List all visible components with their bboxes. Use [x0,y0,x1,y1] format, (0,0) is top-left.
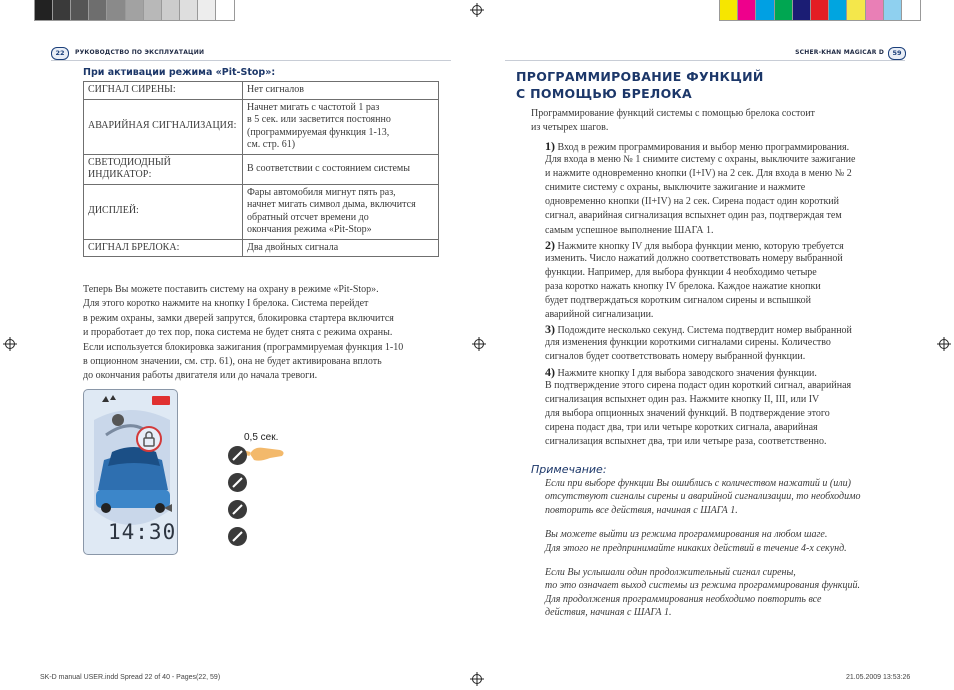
text-line: Нет сигналов [247,84,305,95]
step-line: самым успешное выполнение ШАГА 1. [545,224,714,236]
color-swatch [720,0,738,20]
color-swatch [884,0,902,20]
text-line: в опционном значении, см. стр. 61), она не будет активирована вплоть [83,355,382,367]
notes-block [545,477,861,631]
registration-mark-icon [3,337,17,351]
text-line: Если используется блокировка зажигания (программируемая функция 1-10 [83,341,404,353]
row-value [243,154,439,184]
page-number-right: 59 [888,47,906,60]
color-swatch [71,0,89,20]
text-line: Если при выборе функции Вы ошиблись с количеством нажатий и (или) [545,478,851,489]
text-line: Программирование функций системы с помощью брелока состоит [531,108,815,119]
row-value [243,239,439,257]
row-label [84,154,243,184]
row-value [243,184,439,239]
step-text: Нажмите кнопку I для выбора заводского значения функции. [557,367,817,379]
step-text: Нажмите кнопку IV для выбора функции меню, которую требуется [557,240,844,252]
registration-mark-icon [470,3,484,17]
lock-icon [136,426,162,452]
header-rule-left [51,60,451,61]
text-line: Два двойных сигнала [247,241,339,253]
row-value [243,82,439,100]
text-line: то это означает выход системы из режима программирования функций. [545,580,860,592]
steps-list [545,139,855,449]
page-title-line-2: С ПОМОЩЬЮ БРЕЛОКА [516,86,693,101]
step-number: 1) [545,139,555,153]
footer-file-info: SK-D manual USER.indd Spread 22 of 40 - Pages(22, 59) [40,674,221,681]
intro-paragraph [531,107,815,135]
note-paragraph [545,477,861,517]
step-number: 2) [545,237,555,252]
row-label [84,239,243,257]
keyfob-button-icon [228,446,247,465]
running-header-left: РУКОВОДСТВО ПО ЭКСПЛУАТАЦИИ [75,49,205,56]
step-line: изменить. Число нажатий должно соответствовать номеру выбранной [545,252,843,264]
text-line: Теперь Вы можете поставить систему на охрану в режиме «Pit-Stop». [83,284,379,295]
text-line: Если Вы услышали один продолжительный сигнал сирены, [545,566,796,578]
text-line: СИГНАЛ СИРЕНЫ: [88,84,176,95]
text-line: начнет мигать символ дыма, включится [247,199,416,210]
table-row [84,154,439,184]
step-number: 4) [545,364,555,379]
table-row [84,99,439,154]
row-label [84,82,243,100]
registration-mark-icon [937,337,951,351]
header-rule-right [505,60,905,61]
table-row [84,239,439,257]
color-swatch [793,0,811,20]
text-line: см. стр. 61) [247,139,296,150]
text-line: в 5 сек. или засветится постоянно [247,114,391,125]
text-line: Начнет мигать с частотой 1 раз [247,101,380,113]
keyfob-button-icon [228,500,247,519]
color-swatch [144,0,162,20]
text-line: и проработает до тех пор, пока система не будет снята с режима охраны. [83,327,393,339]
text-line: Фары автомобиля мигнут пять раз, [247,186,396,198]
step-number: 3) [545,322,555,337]
table-row [84,184,439,239]
section-title: При активации режима «Pit-Stop»: [83,67,276,78]
step-line: раза коротко нажать кнопку IV брелока. Каждое нажатие кнопки [545,280,821,292]
step-text: Подождите несколько секунд. Система подтвердит номер выбранной [557,325,852,337]
step-line [545,322,855,336]
text-line: Для продолжения программирования необходимо повторить все [545,593,822,605]
color-swatch [902,0,920,20]
color-swatch [53,0,71,20]
step-line: сигналов будет соответствовать номеру выбранной функции. [545,351,806,363]
text-line: АВАРИЙНАЯ СИГНАЛИЗАЦИЯ: [88,120,237,132]
color-swatch [775,0,793,20]
text-line: СИГНАЛ БРЕЛОКА: [88,241,180,253]
step-line: для изменения функции короткими сигналами сирены. Количество [545,337,831,349]
text-line: обратный отсчет времени до [247,211,369,223]
page-title-line-1: ПРОГРАММИРОВАНИЕ ФУНКЦИЙ [516,69,764,84]
footer-timestamp: 21.05.2009 13:53:26 [846,674,911,681]
text-line: Для этого не предпринимайте никаких действий в течение 4-х секунд. [545,542,847,554]
text-line: из четырех шагов. [531,122,609,134]
lcd-time: 14:30 [108,520,177,544]
step-line [545,365,855,379]
text-line: в режим охраны, замки дверей запрутся, блокировка стартера включится [83,312,394,324]
pit-stop-table [83,81,439,257]
keyfob-button-icon [228,527,247,546]
step-line [545,238,855,252]
color-swatch [216,0,234,20]
color-swatch [35,0,53,20]
text-line: окончания режима «Pit-Stop» [247,224,372,235]
color-swatch [866,0,884,20]
step-line: функции. Например, для выбора функции 4 необходимо четыре [545,266,817,278]
note-title: Примечание: [531,463,607,476]
pit-stop-paragraph [83,283,403,384]
color-swatch [811,0,829,20]
running-header-right: SCHER-KHAN MAGICAR D [795,49,884,56]
page-title [516,68,764,102]
color-swatch [180,0,198,20]
row-label [84,99,243,154]
text-line: Для этого коротко нажмите на кнопку I брелока. Система перейдет [83,298,369,310]
keyfob-lcd-display [83,389,178,555]
color-swatch [847,0,865,20]
text-line: Вы можете выйти из режима программирования на любом шаге. [545,529,828,541]
step-line: сигнал, аварийная сигнализация вспыхнет один раз, подтверждая тем [545,210,842,222]
step-line [545,139,855,153]
text-line: ИНДИКАТОР: [88,169,152,180]
step-line: и нажмите одновременно кнопки (I+IV) на 2 сек. Для входа в меню № 2 [545,168,852,180]
text-line: В соответствии с состоянием системы [247,162,410,174]
color-swatch [107,0,125,20]
text-line: ДИСПЛЕЙ: [88,205,139,217]
color-swatch [738,0,756,20]
color-swatch [126,0,144,20]
step-line: сирена подаст два, три или четыре коротких сигнала, аварийная [545,421,818,433]
color-swatch [89,0,107,20]
page-number-left: 22 [51,47,69,60]
color-swatch [198,0,216,20]
step-line: В подтверждение этого сирена подаст один короткий сигнал, аварийная [545,379,852,391]
text-line: действия, начиная с ШАГА 1. [545,607,672,619]
step-line: Для входа в меню № 1 снимите систему с охраны, выключите зажигание [545,154,856,166]
color-swatch [756,0,774,20]
step-line: одновременно кнопки (II+IV) на 2 сек. Сирена подаст один короткий [545,196,840,208]
color-swatch [162,0,180,20]
step-line: будет подтверждаться коротким сигналом сирены и вспышкой [545,295,811,307]
step-line: сигнализация вспыхнет один раз. Нажмите кнопку II, III, или IV [545,393,820,405]
text-line: СВЕТОДИОДНЫЙ [88,156,171,168]
row-value [243,99,439,154]
color-swatch [829,0,847,20]
step-line: снимите систему с охраны, выключите зажигание и нажмите [545,182,806,194]
row-label [84,184,243,239]
press-duration-label: 0,5 сек. [244,432,279,443]
text-line: (программируемая функция 1-13, [247,126,390,138]
registration-mark-icon [470,672,484,686]
step-line: для выбора опционных значений функций. В подтверждение этого [545,407,830,419]
text-line: отсутствуют сигналы сирены и аварийной сигнализации, то необходимо [545,491,861,503]
text-line: повторить все действия, начиная с ШАГА 1. [545,504,738,516]
note-paragraph [545,528,861,555]
keyfob-button-icon [228,473,247,492]
step-line: сигнализация вспыхнет два, три или четыре раза, соответственно. [545,435,827,447]
registration-mark-icon [472,337,486,351]
step-line: аварийной сигнализации. [545,309,654,321]
table-row [84,82,439,100]
step-text: Вход в режим программирования и выбор меню программирования. [557,142,850,153]
text-line: до окончания работы двигателя или до начала тревоги. [83,370,318,382]
note-paragraph [545,566,861,620]
